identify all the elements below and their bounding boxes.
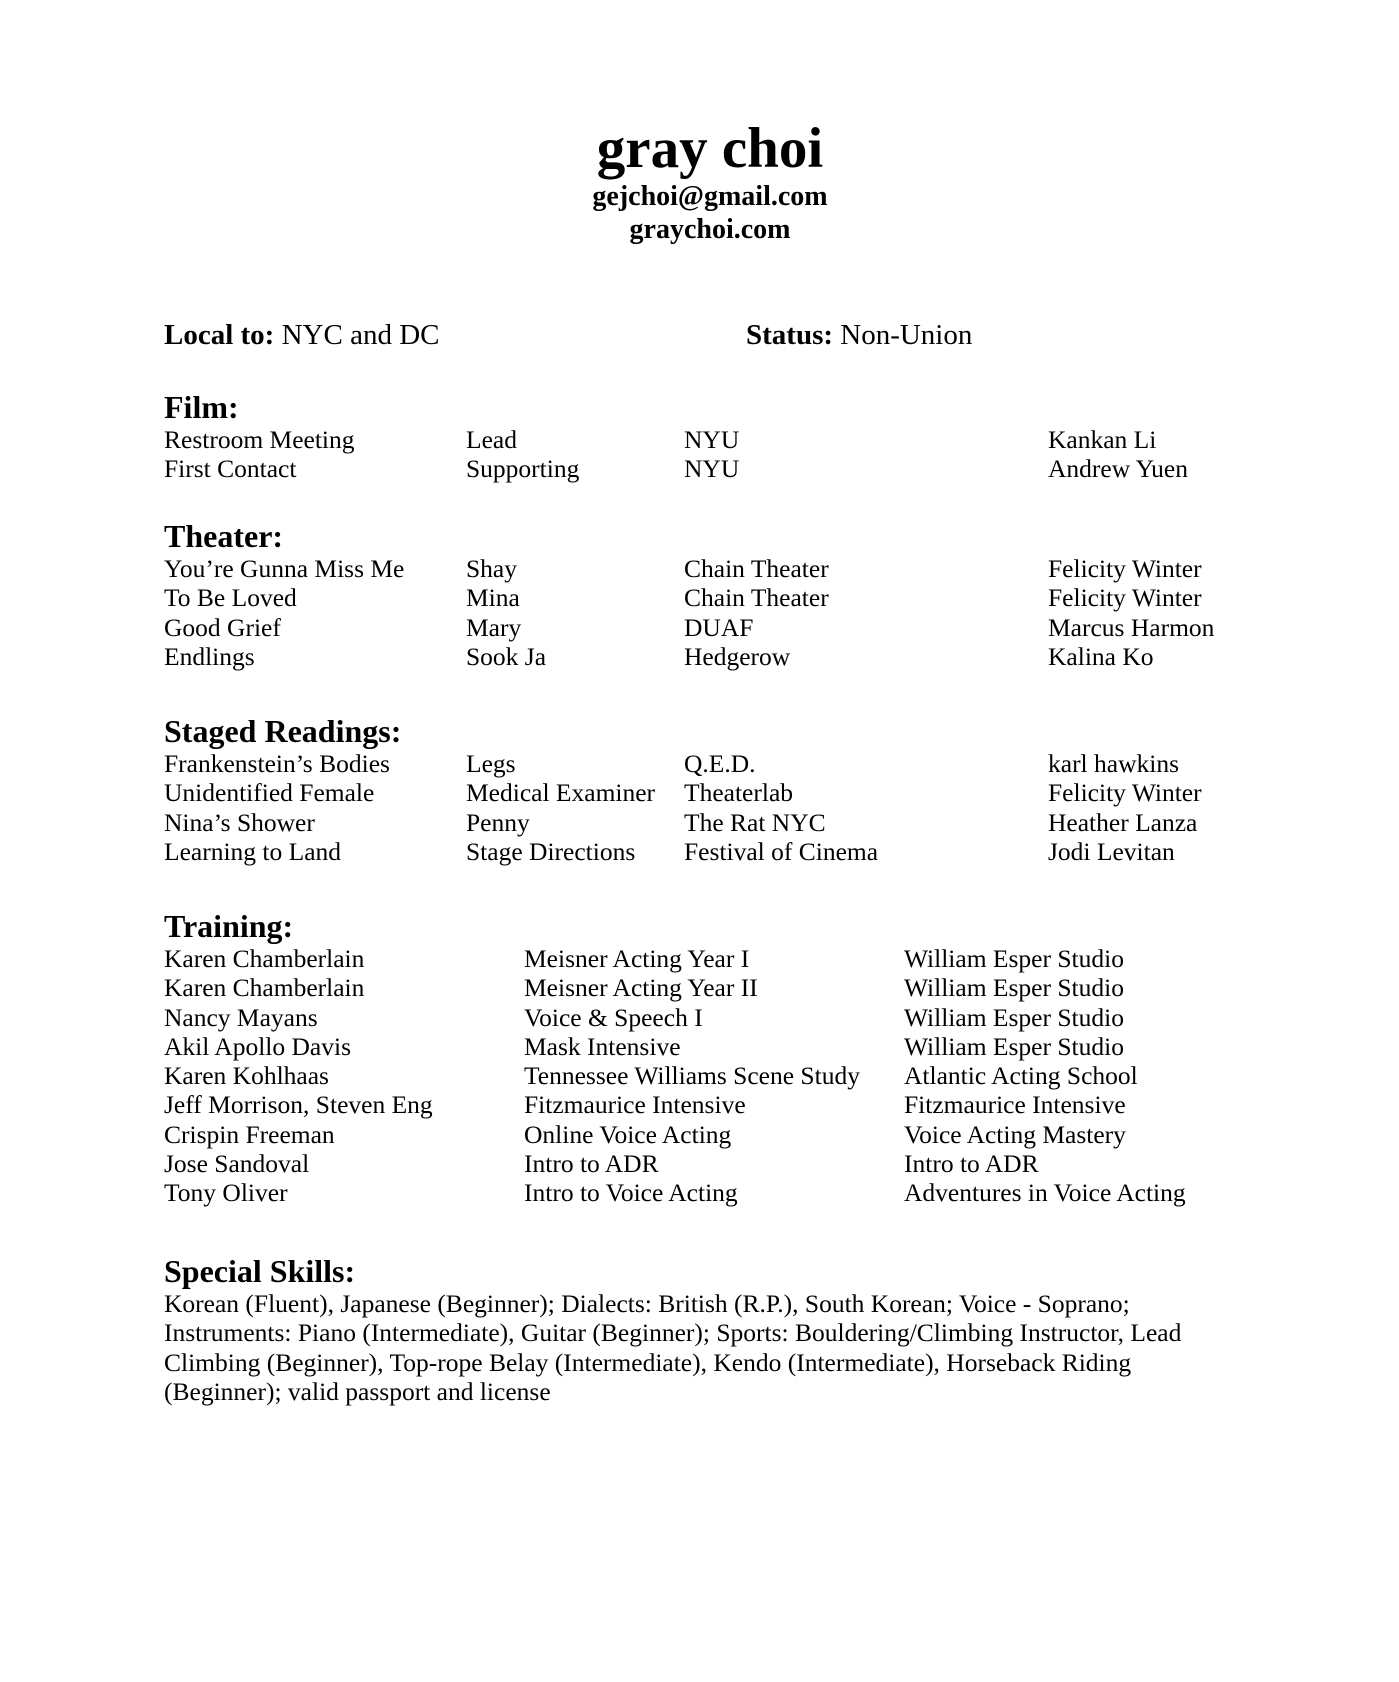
role: Mary (466, 612, 522, 642)
company: The Rat NYC (684, 807, 826, 837)
role: Mina (466, 583, 520, 613)
project-title: To Be Loved (164, 583, 297, 613)
role: Stage Directions (466, 836, 636, 866)
film-section (164, 389, 1324, 484)
training-row (164, 973, 1324, 1002)
training-row (164, 1032, 1324, 1061)
credit-row (164, 837, 1324, 866)
credit-row (164, 808, 1324, 837)
director: Felicity Winter (1048, 778, 1202, 808)
union-status (746, 318, 972, 352)
instructor: Jeff Morrison, Steven Eng (164, 1090, 433, 1120)
role: Penny (466, 807, 530, 837)
school: Adventures in Voice Acting (904, 1178, 1186, 1208)
credit-row (164, 778, 1324, 807)
course: Tennessee Williams Scene Study (524, 1061, 860, 1091)
director: Andrew Yuen (1048, 454, 1188, 484)
director: karl hawkins (1048, 749, 1180, 778)
role: Supporting (466, 454, 580, 484)
credit-row (164, 454, 1324, 483)
course: Online Voice Acting (524, 1119, 732, 1149)
company: Theaterlab (684, 778, 794, 808)
training-heading: Training: (164, 908, 294, 944)
training-row (164, 944, 1324, 973)
special-skills-text: Korean (Fluent), Japanese (Beginner); Dialects: British (R.P.), South Korean; Voice - Soprano; Instruments: Piano (Intermediate), Guitar (Beginner); Sports: Bouldering/Climbing Instructor, Lead Climbing (Beginner), Top-rope Belay (Intermediate), Kendo (Intermediate), Horseback Riding (Beginner); valid passport and license (164, 1289, 1182, 1406)
staged-readings-section (164, 713, 1324, 866)
company: NYU (684, 425, 740, 454)
school: William Esper Studio (904, 973, 1124, 1003)
actor-name: gray choi (596, 117, 824, 180)
project-title: Nina’s Shower (164, 807, 315, 837)
company: Festival of Cinema (684, 836, 879, 866)
course: Intro to ADR (524, 1149, 659, 1179)
role: Legs (466, 749, 516, 778)
director: Marcus Harmon (1048, 612, 1215, 642)
director: Jodi Levitan (1048, 836, 1175, 866)
local-value: NYC and DC (281, 319, 440, 351)
instructor: Crispin Freeman (164, 1119, 335, 1149)
credit-row (164, 642, 1324, 671)
training-row (164, 1178, 1324, 1207)
special-skills-section (164, 1253, 1324, 1406)
project-title: Restroom Meeting (164, 425, 355, 454)
role: Lead (466, 425, 517, 454)
training-row (164, 1120, 1324, 1149)
theater-section (164, 518, 1324, 671)
instructor: Karen Kohlhaas (164, 1061, 329, 1091)
director: Heather Lanza (1048, 807, 1198, 837)
course: Meisner Acting Year I (524, 944, 750, 973)
instructor: Nancy Mayans (164, 1002, 318, 1032)
company: NYU (684, 454, 740, 484)
local-info (164, 318, 439, 352)
school: Voice Acting Mastery (904, 1119, 1126, 1149)
company: Hedgerow (684, 641, 791, 671)
course: Fitzmaurice Intensive (524, 1090, 746, 1120)
course: Mask Intensive (524, 1031, 681, 1061)
instructor: Akil Apollo Davis (164, 1031, 352, 1061)
instructor: Karen Chamberlain (164, 973, 365, 1003)
director: Kankan Li (1048, 425, 1157, 454)
course: Intro to Voice Acting (524, 1178, 738, 1208)
credit-row (164, 554, 1324, 583)
school: Intro to ADR (904, 1149, 1039, 1179)
theater-heading: Theater: (164, 518, 284, 554)
email-address: gejchoi@gmail.com (592, 181, 828, 212)
credit-row (164, 425, 1324, 454)
instructor: Tony Oliver (164, 1178, 288, 1208)
training-row (164, 1061, 1324, 1090)
school: Fitzmaurice Intensive (904, 1090, 1126, 1120)
status-value: Non-Union (840, 319, 973, 351)
local-label: Local to: (164, 319, 275, 351)
project-title: Learning to Land (164, 836, 342, 866)
director: Felicity Winter (1048, 583, 1202, 613)
status-label: Status: (746, 319, 834, 351)
director: Kalina Ko (1048, 641, 1154, 671)
school: William Esper Studio (904, 944, 1124, 973)
project-title: First Contact (164, 454, 297, 484)
project-title: Good Grief (164, 612, 281, 642)
company: Chain Theater (684, 583, 829, 613)
role: Medical Examiner (466, 778, 656, 808)
company: Chain Theater (684, 554, 829, 583)
school: William Esper Studio (904, 1031, 1124, 1061)
training-row (164, 1003, 1324, 1032)
course: Voice & Speech I (524, 1002, 703, 1032)
director: Felicity Winter (1048, 554, 1202, 583)
company: Q.E.D. (684, 749, 756, 778)
credit-row (164, 749, 1324, 778)
school: Atlantic Acting School (904, 1061, 1138, 1091)
instructor: Jose Sandoval (164, 1149, 310, 1179)
school: William Esper Studio (904, 1002, 1124, 1032)
project-title: Frankenstein’s Bodies (164, 749, 390, 778)
film-heading: Film: (164, 389, 239, 425)
course: Meisner Acting Year II (524, 973, 758, 1003)
website-address: graychoi.com (629, 214, 791, 245)
role: Sook Ja (466, 641, 547, 671)
instructor: Karen Chamberlain (164, 944, 365, 973)
project-title: Endlings (164, 641, 255, 671)
training-row (164, 1149, 1324, 1178)
credit-row (164, 613, 1324, 642)
special-skills-heading: Special Skills: (164, 1253, 356, 1289)
company: DUAF (684, 612, 754, 642)
role: Shay (466, 554, 517, 583)
project-title: Unidentified Female (164, 778, 375, 808)
project-title: You’re Gunna Miss Me (164, 554, 405, 583)
staged-readings-heading: Staged Readings: (164, 713, 402, 749)
resume-header (0, 118, 1399, 246)
training-section (164, 908, 1324, 1208)
credit-row (164, 583, 1324, 612)
training-row (164, 1090, 1324, 1119)
